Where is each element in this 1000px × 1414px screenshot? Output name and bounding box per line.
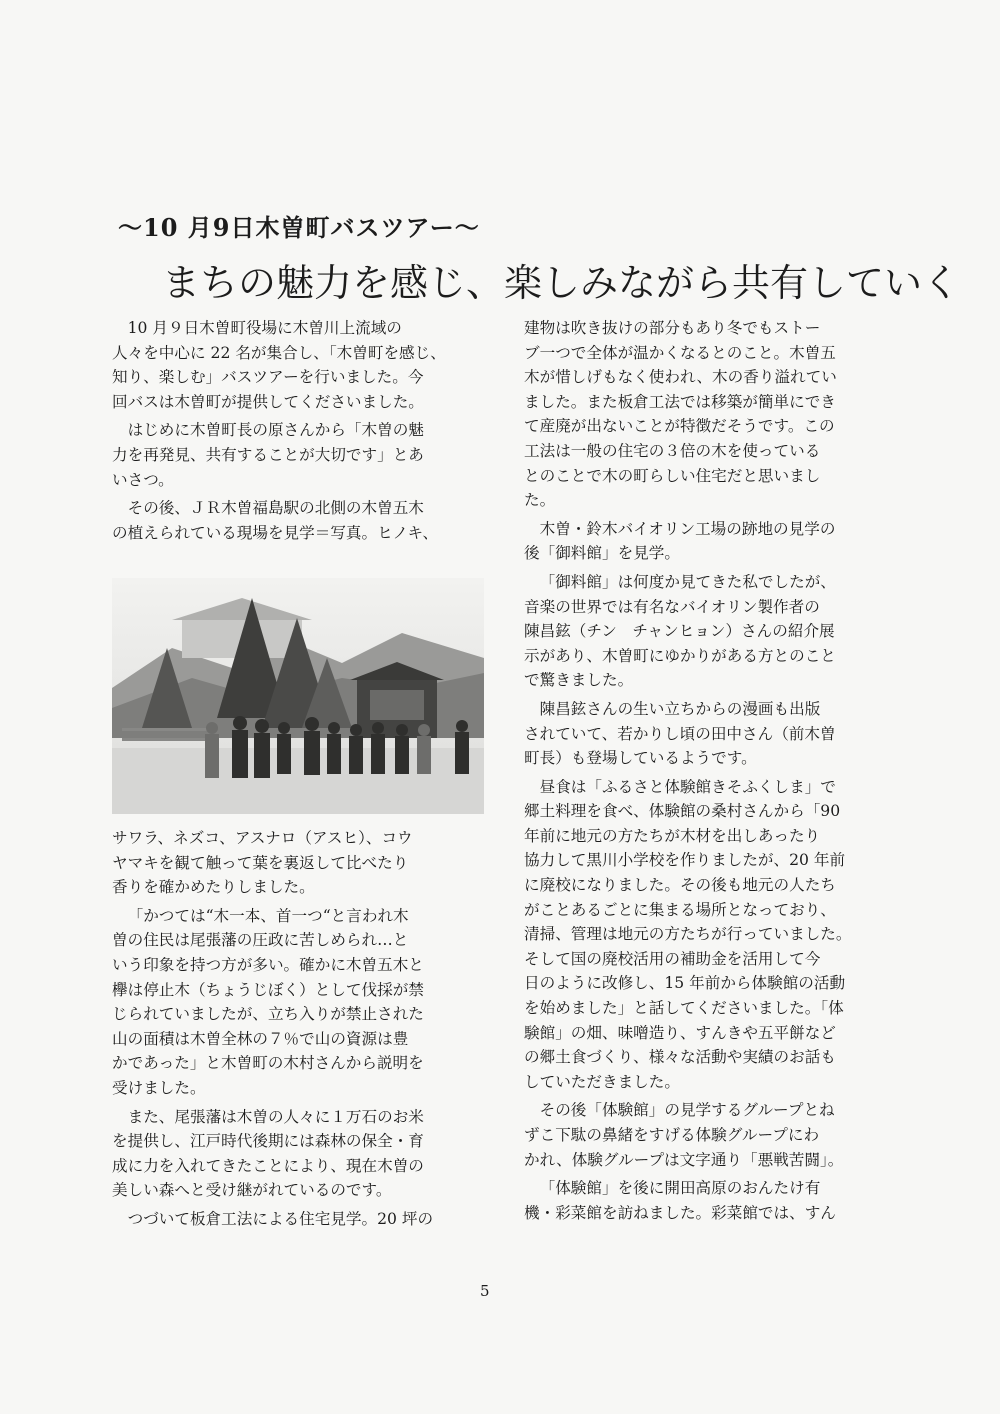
text-line: に廃校になりました。その後も地元の人たち	[524, 876, 836, 895]
text-line: ヤマキを観て触って葉を裏返して比べたり	[112, 853, 409, 872]
text-line: 10 月９日木曽町役場に木曽川上流域の	[127, 319, 402, 337]
left-column-bottom	[112, 826, 484, 1232]
text-line: ました。また板倉工法では移築が簡単にでき	[524, 392, 836, 411]
text-line: かれ、体験グループは文字通り「悪戦苦闘」。	[524, 1150, 844, 1169]
article-subtitle: ～10 月9日木曽町バスツアー～	[118, 213, 480, 242]
text-line: はじめに木曽町長の原さんから「木曽の魅	[127, 421, 424, 440]
paragraph	[112, 418, 484, 492]
paragraph	[524, 775, 896, 1095]
text-line: 知り、楽しむ」バスツアーを行いました。今	[112, 368, 424, 387]
left-column-top	[112, 316, 484, 545]
text-line: て産廃が出ないことが特徴だそうです。この	[524, 417, 835, 436]
text-line: た。	[524, 491, 556, 510]
text-line: 郷土料理を食べ、体験館の桑村さんから「90	[524, 802, 841, 821]
text-line: で驚きました。	[524, 671, 634, 690]
paragraph	[112, 316, 484, 414]
paragraph	[112, 1105, 484, 1203]
text-line: 受けました。	[112, 1078, 206, 1097]
text-line: 後「御料館」を見学。	[524, 544, 680, 563]
text-line: 回バスは木曽町が提供してくださいました。	[112, 392, 424, 411]
text-line: 年前に地元の方たちが木材を出しあったり	[524, 826, 821, 845]
paragraph	[112, 496, 484, 545]
paragraph	[112, 904, 484, 1101]
text-line: 日のように改修し、15 年前から体験館の活動	[524, 974, 846, 993]
text-line: 町長）も登場しているようです。	[524, 749, 757, 768]
text-line: の植えられている現場を見学＝写真。ヒノキ、	[112, 523, 439, 542]
text-line: されていて、若かりし頃の田中さん（前木曽	[524, 724, 836, 743]
text-line: 工法は一般の住宅の３倍の木を使っている	[524, 441, 821, 460]
text-line: 曽の住民は尾張藩の圧政に苦しめられ…と	[112, 931, 409, 950]
text-line: 音楽の世界では有名なバイオリン製作者の	[524, 597, 820, 616]
text-line: の郷土食づくり、様々な活動や実績のお話も	[524, 1048, 836, 1067]
text-line: その後「体験館」の見学するグループとね	[539, 1101, 835, 1120]
text-line: 木曽・鈴木バイオリン工場の跡地の見学の	[539, 519, 836, 538]
text-line: 人々を中心に 22 名が集合し、「木曽町を感じ、	[112, 343, 446, 362]
text-line: がことあるごとに集まる場所となっており、	[524, 900, 836, 919]
text-line: 香りを確かめたりしました。	[112, 878, 315, 897]
text-line: 力を再発見、共有することが大切です」とあ	[112, 445, 424, 464]
paragraph	[524, 570, 896, 693]
text-line: していただきました。	[524, 1072, 680, 1091]
text-line: かであった」と木曽町の木村さんから説明を	[112, 1054, 424, 1073]
text-line: 験館」の畑、味噌造り、すんきや五平餅など	[524, 1023, 836, 1042]
text-line: 示があり、木曽町にゆかりがある方とのこと	[524, 646, 836, 665]
text-line: ブ一つで全体が温かくなるとのこと。木曽五	[524, 343, 836, 362]
text-line: 「体験館」を後に開田高原のおんたけ有	[539, 1179, 821, 1198]
tour-group-photo	[112, 578, 484, 814]
text-line: 建物は吹き抜けの部分もあり冬でもストー	[524, 319, 821, 337]
paragraph	[112, 826, 484, 900]
text-line: 協力して黒川小学校を作りましたが、20 年前	[524, 851, 846, 870]
text-line: 陳昌鉉さんの生い立ちからの漫画も出版	[539, 699, 821, 718]
text-line: 機・彩菜館を訪ねました。彩菜館では、すん	[524, 1203, 836, 1222]
text-line: を提供し、江戸時代後期には森林の保全・育	[112, 1132, 424, 1151]
paragraph	[524, 1176, 896, 1225]
text-line: その後、ＪＲ木曽福島駅の北側の木曽五木	[127, 499, 424, 518]
text-line: じられていましたが、立ち入りが禁止された	[112, 1005, 424, 1024]
text-line: 木が惜しげもなく使われ、木の香り溢れてい	[524, 368, 837, 387]
tour-photo-illustration	[112, 578, 484, 814]
text-line: を始めました」と話してくださいました。「体	[524, 999, 844, 1018]
text-line: 清掃、管理は地元の方たちが行っていました。	[524, 925, 852, 944]
text-line: サワラ、ネズコ、アスナロ（アスヒ）、コウ	[112, 829, 413, 847]
paragraph	[524, 1098, 896, 1172]
text-line: 「御料館」は何度か見てきた私でしたが、	[539, 572, 836, 591]
text-line: とのことで木の町らしい住宅だと思いまし	[524, 466, 821, 485]
text-line: 美しい森へと受け継がれているのです。	[112, 1181, 392, 1200]
article-headline: まちの魅力を感じ、楽しみながら共有していく	[162, 261, 961, 305]
text-line: つづいて板倉工法による住宅見学。20 坪の	[127, 1209, 434, 1228]
right-column	[524, 316, 896, 1225]
text-line: 陳昌鉉（チン チャンヒョン）さんの紹介展	[524, 622, 835, 641]
paragraph	[524, 697, 896, 771]
paragraph	[112, 1207, 484, 1232]
paragraph	[524, 316, 896, 513]
text-line: いさつ。	[112, 470, 174, 489]
page-number: 5	[480, 1282, 490, 1300]
text-line: ずこ下駄の鼻緒をすげる体験グループにわ	[524, 1126, 820, 1144]
text-line: 「かつては“木一本、首一つ“と言われ木	[127, 906, 409, 925]
text-line: いう印象を持つ方が多い。確かに木曽五木と	[112, 955, 424, 974]
text-line: 欅は停止木（ちょうじぼく）として伐採が禁	[112, 980, 424, 999]
paragraph	[524, 517, 896, 566]
text-line: そして国の廃校活用の補助金を活用して今	[524, 949, 821, 968]
text-line: また、尾張藩は木曽の人々に１万石のお米	[127, 1107, 424, 1126]
text-line: 山の面積は木曽全林の７％で山の資源は豊	[112, 1029, 409, 1048]
text-line: 昼食は「ふるさと体験館きそふくしま」で	[539, 777, 836, 796]
text-line: 成に力を入れてきたことにより、現在木曽の	[112, 1156, 424, 1175]
